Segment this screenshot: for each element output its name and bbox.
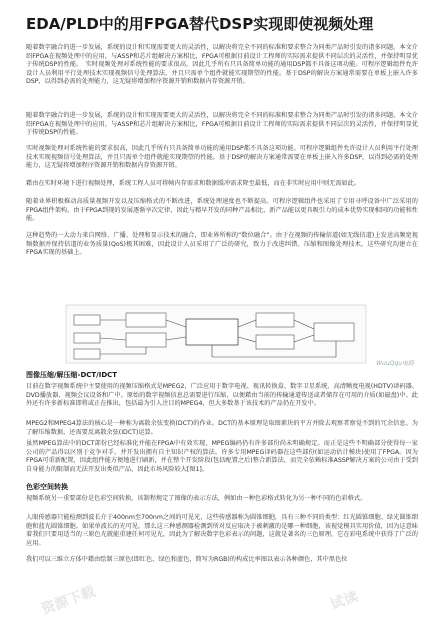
output-block <box>314 323 354 341</box>
input-block-3 <box>74 349 100 359</box>
process-block-4 <box>256 335 294 349</box>
figure-caption: WuuQqu电路 <box>376 360 414 367</box>
paragraph-1: 随着数字融合的进一步发展，系统的设计和实现需要更大的灵活性，以解决将完全不同的标准和要求整合为同类产品时引发的诸多问题。本文介绍FPGA在视频处理中的应用，与ASSP和芯片组解决方案相比，FPGA可根据目前设计工程师的实际需求提供不同层次的灵活性，并保持明显优于传统DSP的性能。 实时视频处理对系统性能的要求很高，因此几乎所有只具备简单功能的通用DSP都不具备这项功能。可程序逻辑组件允许设计人员利用平行处理技术实现视频信号处理算法，并且只需单个组件就能实现期望的性能。基于DSP的解决方案通常需要在单板上嵌入许多DSP，以得到必需的处理能力，这无疑将增加程序资源开销和数据内存资源开销。 <box>26 44 418 86</box>
paragraph-11: 人眼传感器只能检测到波长介于400nm至700nm之间的可见光，这些传感器称为圆锥细胞，具有三种不同的类型：红光圆锥细胞、绿光圆锥细胞和蓝光圆锥细胞。如果单波长的光可见，那么这三种感测器检测到所对反应取决于被刺激的是哪一种细胞，该视觉模具实用价值，因为这意味着我们只要用适当的三原色光就能重建任何可见光，因此为了解决数字色彩表示的问题，这就是著名的三色原理，它在彩电系统中获得了广泛的应用。 <box>26 514 418 547</box>
process-block-2 <box>126 333 166 347</box>
watermark: 试读 <box>328 588 361 614</box>
process-block-1 <box>126 313 166 327</box>
document-title: EDA/PLD中的用FPGA替代DSP实现即使视频处理 <box>26 15 374 33</box>
watermark: 资源下载 <box>39 583 98 619</box>
paragraph-4: 藉由在实时环境下进行视频处理，系统工程人员可将帧内存需求和数据缓冲需求降至最低，而在非实时应用中则无需如此。 <box>26 180 361 187</box>
section-heading-dct: 图像压缩/解压缩-DCT/IDCT <box>26 371 118 379</box>
paragraph-3: 实时视频处理对系统性能的要求很高，因此几乎所有只具备简单功能的通用DSP都不具备这项功能。可程序逻辑组件允许设计人员利用平行处理技术实现视频信号处理算法，并且只需单个组件就能实现期望的性能。基于DSP的解决方案通常需要在单板上嵌入许多DSP，以得到必需的处理能力，这无疑将增加程序资源开销和数据内存资源开销。 <box>26 145 418 170</box>
paragraph-10: 视频系统另一重要部份是色彩空间转换，该制程规定了图像的表示方法，例如由一种色彩格式转化为另一种不同的色彩格式。 <box>26 495 367 502</box>
paragraph-7: 目前在数字视频系统中主要使用的视频压缩格式是MPEG2，广泛应用于数字电视、视讯转换盒、数字卫星系统、高清晰度电视(HDTV)译码器、DVD播放器、视频会议设备和广中。原始的数字视频信息总需要进行压缩，以便藉由当前的传输通道传送或者储存在可用的介质(如磁盘)中。此外还有许多新标准即将或正在推出，包括最为引人注目的MPEG4，但大多数基于该技术的产品仍在开发中。 <box>26 383 418 408</box>
block-diagram-figure <box>26 303 418 367</box>
paragraph-12: 我们可以三维立方体中藉由绘制三原色(即红色、绿色和蓝色，简写为RGB)的构成比率图以表示各种颜色，其中黑色位 <box>26 556 348 563</box>
paragraph-8: MPEG2和MPEG4算法的核心是一种称为离散余弦变换(DCT)的作业。DCT的基本原理是取图素块的平方并除去观察者察觉不到的冗余信息。为了解压缩数据，还需要反离散余弦(IDCT)运算。 <box>26 420 418 436</box>
paragraph-6: 这种趋势的一大动力来自网络、广播、处理和显示技术的融合，即业界所称的“数位融合”。由于在视频的传输信道(如无线信道)上发送高频宽视频数据并保持信道的业务质量(QoS)极其困难，因此设计人员采用了广泛的研究，致力于改进纠错、压缩和图像处理技术，这些研究均建立在FPGA实现的基础上。 <box>26 232 418 257</box>
paragraph-5: 随着业界积极推动高质量视频开发以及压缩格式的不断改进，系统处理速度也不断提高。可程序逻辑组件也采用了专用寻呼设备中广泛采用的FPGA组件架构。由于FPGA到现的发展逐渐享次定律，因此与精早开发的同种产品相比，新产品能以更具吸引力的成本优势实现相同的功能和性能。 <box>26 198 418 223</box>
section-heading-color-space: 色彩空间转换 <box>26 483 68 491</box>
input-block-2 <box>74 333 100 343</box>
process-block-3 <box>256 313 294 327</box>
block-diagram <box>26 303 418 367</box>
paragraph-2: 随着数字融合的进一步发展，系统的设计和实现需要更大的灵活性，以解决将完全不同的标准和要求整合为同类产品时引发的诸多问题。本文介绍FPGA在视频处理中的应用，与ASSP和芯片组解决方案相比，FPGA可根据目前设计工程师的实际需求提供不同层次的灵活性，并保持明显优于传统DSP的性能。 <box>26 112 418 137</box>
core-block <box>186 319 238 345</box>
input-block-1 <box>74 315 100 325</box>
paragraph-9: 虽然MPEG算法中的DCT部份已经标准化并能在FPGA中有效实现，MPEG编码仍有许多部份尚未明确规定。而正是这些不明确部分使得每一家公司的产品得以区别于竞争对手，并开发出拥有自主知识产权的算法。许多专用MPEG译码器在这些部份(如运动估计模块)使用了FPGA。因为FPGA可重新配置，因此组件能方便地进行刷新，并在整个开发阶段(包括配置之后)整合新算法，而完全依赖标准ASSP解决方案的公司由于受到自身能力的限制而无法开发出类似产品，因此市场风险较大[图1]。 <box>26 440 418 473</box>
